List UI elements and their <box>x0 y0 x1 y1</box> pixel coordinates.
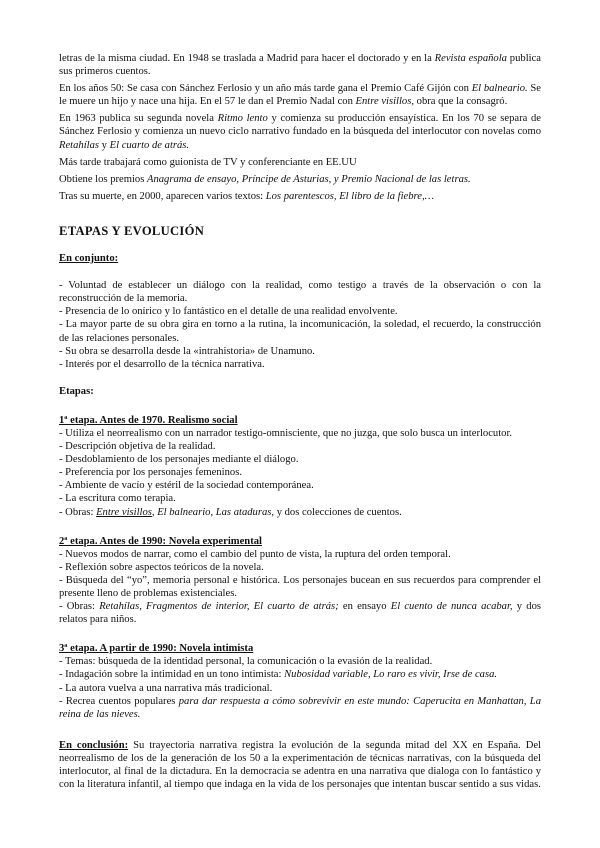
bio-paragraph-4: Más tarde trabajará como guionista de TV y conferenciante en EE.UU <box>59 156 357 168</box>
list-item: - Interés por el desarrollo de la técnica narrativa. <box>59 358 265 370</box>
list-item: - La escritura como terapia. <box>59 493 176 505</box>
bio-paragraph-1: letras de la misma ciudad. En 1948 se traslada a Madrid para hacer el doctorado y en la Revista española publica sus primeros cuentos. <box>59 53 541 78</box>
list-item: - Desdoblamiento de los personajes mediante el diálogo. <box>59 454 299 466</box>
bio-paragraph-3: En 1963 publica su segunda novela Ritmo lento y comienza su producción ensayística. En los 70 se separa de Sánchez Ferlosio y comienza un nuevo ciclo narrativo fundado en la búsqueda del interlocutor con novelas como Retahílas y El cuarto de atrás. <box>59 113 541 151</box>
stage3-heading: 3ª etapa. A partir de 1990: Novela intimista <box>59 643 254 655</box>
conclusion-paragraph: En conclusión: Su trayectoria narrativa registra la evolución de la segunda mitad del XX en España. Del neorrealismo de los de la generación de los 50 a la experimentación de técnicas narrativas, con la búsqueda del interlocutor, al final de la dictadura. En la democracia se adentra en una narrativa que dialoga con lo fantástico y con la literatura infantil, al tiempo que indaga en la vida de los personajes que intentan buscar sentido a sus vidas. <box>59 739 541 791</box>
list-item: - Ambiente de vacío y estéril de la sociedad contemporánea. <box>59 480 314 492</box>
overall-heading: En conjunto: <box>59 253 119 265</box>
list-item: - Búsqueda del “yo”, memoria personal e histórica. Los personajes bucean en sus recuerdos para comprender el presente lleno de problemas existenciales. <box>59 574 541 599</box>
list-item-works: - Obras: Retahílas, Fragmentos de interior, El cuarto de atrás; en ensayo El cuento de nunca acabar, y dos relatos para niños. <box>59 601 541 626</box>
list-item: - Su obra se desarrolla desde la «intrahistoria» de Unamuno. <box>59 345 315 357</box>
list-item-works: - Obras: Entre visillos, El balneario, Las ataduras, y dos colecciones de cuentos. <box>59 506 402 518</box>
bio-paragraph-2: En los años 50: Se casa con Sánchez Ferlosio y un año más tarde gana el Premio Café Gijón con El balneario. Se le muere un hijo y nace una hija. En el 57 le dan el Premio Nadal con Entre visillos, obra que la consagró. <box>59 83 541 108</box>
list-item: - Indagación sobre la intimidad en un tono intimista: Nubosidad variable, Lo raro es vivir, Irse de casa. <box>59 669 498 681</box>
stage1-list <box>59 427 541 519</box>
list-item: - Presencia de lo onírico y lo fantástico en el detalle de una realidad envolvente. <box>59 306 398 318</box>
list-item: - La autora vuelva a una narrativa más tradicional. <box>59 682 273 694</box>
stage2-heading: 2ª etapa. Antes de 1990: Novela experimental <box>59 535 262 547</box>
stage2-list <box>59 548 541 627</box>
list-item: - Descripción objetiva de la realidad. <box>59 441 216 453</box>
list-item: - Reflexión sobre aspectos teóricos de la novela. <box>59 561 264 573</box>
stages-heading: Etapas: <box>59 385 94 397</box>
list-item: - Recrea cuentos populares para dar respuesta a cómo sobrevivir en este mundo: Caperucita en Manhattan, La reina de las nieves. <box>59 695 541 720</box>
list-item: - Temas: búsqueda de la identidad personal, la comunicación o la evasión de la realidad. <box>59 656 433 668</box>
conclusion-label: En conclusión: <box>59 739 129 751</box>
bio-paragraph-6: Tras su muerte, en 2000, aparecen varios textos: Los parentescos, El libro de la fiebre,… <box>59 190 435 202</box>
stage1-heading: 1ª etapa. Antes de 1970. Realismo social <box>59 414 238 426</box>
list-item: - Utiliza el neorrealismo con un narrador testigo-omnisciente, que no juzga, que solo busca un interlocutor. <box>59 427 513 439</box>
list-item: - Voluntad de establecer un diálogo con la realidad, como testigo a través de la observación o con la reconstrucción de la memoria. <box>59 280 541 305</box>
list-item: - Preferencia por los personajes femeninos. <box>59 467 242 479</box>
stage3-list <box>59 655 541 720</box>
bio-paragraph-5: Obtiene los premios Anagrama de ensayo, Príncipe de Asturias, y Premio Nacional de las letras. <box>59 173 471 185</box>
list-item: - La mayor parte de su obra gira en torno a la rutina, la incomunicación, la soledad, el recuerdo, la construcción de las relaciones personales. <box>59 319 541 344</box>
list-item: - Nuevos modos de narrar, como el cambio del punto de vista, la ruptura del orden temporal. <box>59 548 451 560</box>
document-page <box>59 52 541 791</box>
section-title: ETAPAS Y EVOLUCIÓN <box>59 223 205 238</box>
overall-list <box>59 279 541 371</box>
